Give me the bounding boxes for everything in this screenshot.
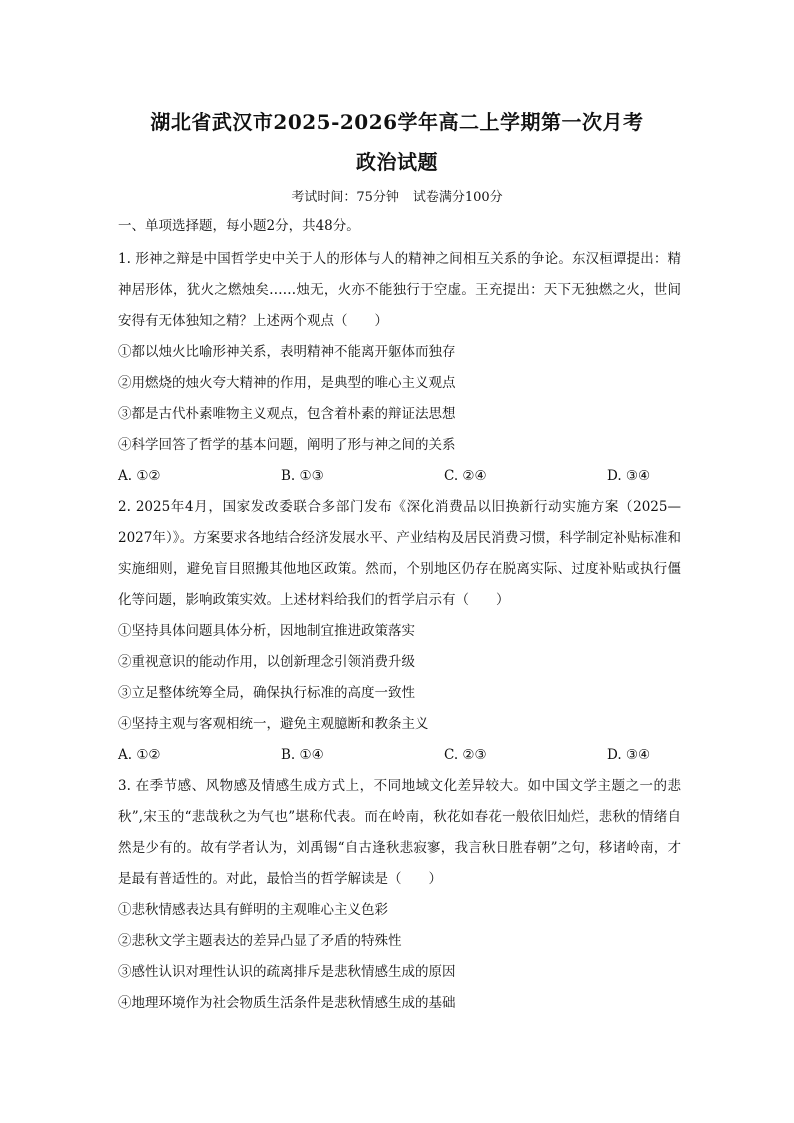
statement-option: ②用燃烧的烛火夸大精神的作用，是典型的唯心主义观点 — [118, 375, 456, 391]
answer-choice-a: A. ①② — [118, 468, 161, 484]
question-stem: 1. 形神之辩是中国哲学史中关于人的形体与人的精神之间相互关系的争论。东汉桓谭提出：精神居形体，犹火之燃烛矣……烛无，火亦不能独行于空虚。王充提出：天下无独燃之火，世间安得有无体独知之精？上述两个观点（ ） — [118, 251, 681, 329]
statement-option: ④地理环境作为社会物质生活条件是悲秋情感生成的基础 — [118, 995, 456, 1011]
exam-meta — [0, 186, 794, 205]
statement-option: ①都以烛火比喻形神关系，表明精神不能离开躯体而独存 — [118, 344, 456, 360]
statement-option: ④坚持主观与客观相统一，避免主观臆断和教条主义 — [118, 716, 429, 732]
exam-time: 考试时间：75分钟 — [291, 190, 399, 205]
question-stem: 2. 2025年4月，国家发改委联合多部门发布《深化消费品以旧换新行动实施方案（2025—2027年）》。方案要求各地结合经济发展水平、产业结构及居民消费习惯，科学制定补贴标准和实施细则，避免盲目照搬其他地区政策。然而，个别地区仍存在脱离实际、过度补贴或执行僵化等问题，影响政策实效。上述材料给我们的哲学启示有（ ） — [118, 499, 681, 608]
answer-choices — [118, 461, 681, 492]
statement-option: ②悲秋文学主题表达的差异凸显了矛盾的特殊性 — [118, 933, 402, 949]
statement-option: ④科学回答了哲学的基本问题，阐明了形与神之间的关系 — [118, 437, 456, 453]
answer-choices — [118, 740, 681, 771]
statement-option: ①悲秋情感表达具有鲜明的主观唯心主义色彩 — [118, 902, 388, 918]
section-heading: 一、单项选择题，每小题2分，共48分。 — [118, 218, 360, 234]
page-subtitle: 政治试题 — [356, 150, 438, 174]
statement-option: ②重视意识的能动作用，以创新理念引领消费升级 — [118, 654, 415, 670]
answer-choice-d: D. ③④ — [607, 468, 651, 484]
answer-choice-c: C. ②④ — [444, 468, 487, 484]
full-score: 试卷满分100分 — [412, 190, 503, 205]
statement-option: ①坚持具体问题具体分析，因地制宜推进政策落实 — [118, 623, 415, 639]
statement-option: ③立足整体统筹全局，确保执行标准的高度一致性 — [118, 685, 415, 701]
question-2 — [118, 492, 681, 771]
question-stem: 3. 在季节感、风物感及情感生成方式上，不同地域文化差异较大。如中国文学主题之一的悲秋”,宋玉的“悲哉秋之为气也”堪称代表。而在岭南，秋花如春花一般依旧灿烂，悲秋的情绪自然是少有的。故有学者认为，刘禹锡“自古逢秋悲寂寥，我言秋日胜春朝”之句，移诸岭南，才是最有普适性的。对此，最恰当的哲学解读是（ ） — [118, 778, 681, 887]
answer-choice-b: B. ①③ — [281, 468, 324, 484]
answer-choice-b: B. ①④ — [281, 747, 324, 763]
question-3 — [118, 771, 681, 1019]
answer-choice-c: C. ②③ — [444, 747, 487, 763]
exam-content — [118, 213, 681, 1019]
page-title: 湖北省武汉市2025-2026学年高二上学期第一次月考 — [150, 110, 644, 134]
statement-option: ③都是古代朴素唯物主义观点，包含着朴素的辩证法思想 — [118, 406, 456, 422]
answer-choice-a: A. ①② — [118, 747, 161, 763]
question-1 — [118, 244, 681, 492]
answer-choice-d: D. ③④ — [607, 747, 651, 763]
statement-option: ③感性认识对理性认识的疏离排斥是悲秋情感生成的原因 — [118, 964, 456, 980]
